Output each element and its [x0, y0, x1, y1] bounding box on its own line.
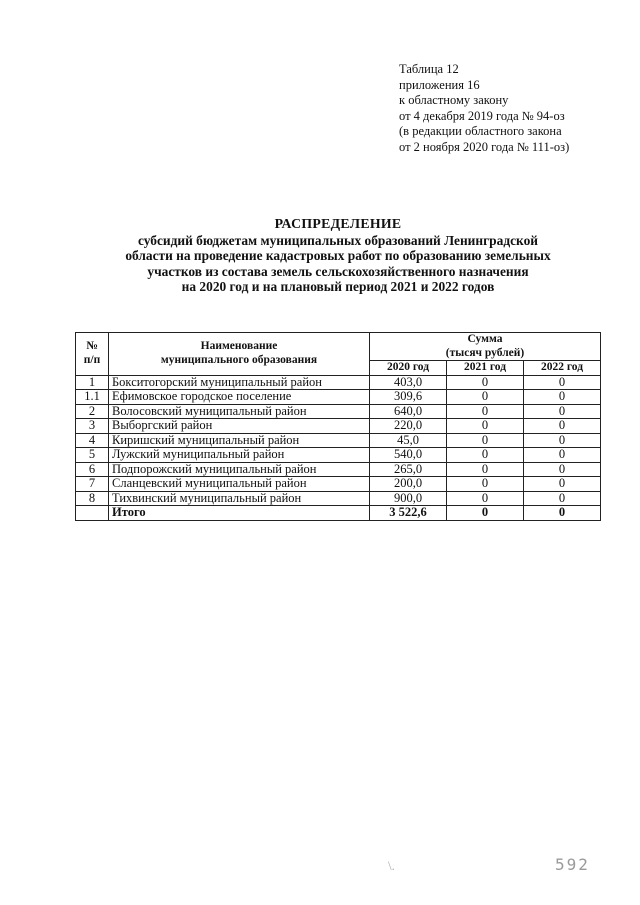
row-value-2020: 265,0 [370, 462, 447, 477]
row-name: Сланцевский муниципальный район [109, 477, 370, 492]
row-value-2020: 403,0 [370, 375, 447, 390]
row-value-2022: 0 [524, 491, 601, 506]
document-title: РАСПРЕДЕЛЕНИЕ [274, 216, 402, 231]
row-number: 8 [76, 491, 109, 506]
column-header-sum [370, 333, 601, 361]
row-number: 7 [76, 477, 109, 492]
row-value-2020: 220,0 [370, 419, 447, 434]
row-name: Бокситогорский муниципальный район [109, 375, 370, 390]
row-value-2022: 0 [524, 477, 601, 492]
header-note [399, 62, 569, 155]
total-label: Итого [109, 506, 370, 521]
table-row [76, 491, 601, 506]
column-header-sum-line1: Сумма [467, 333, 503, 345]
row-value-2022: 0 [524, 448, 601, 463]
header-note-line: (в редакции областного закона [399, 124, 562, 138]
row-value-2022: 0 [524, 375, 601, 390]
row-number: 1.1 [76, 390, 109, 405]
header-note-line: Таблица 12 [399, 62, 459, 76]
column-header-name-line2: муниципального образования [160, 353, 318, 366]
title-block [80, 216, 596, 295]
subtitle-line: на 2020 год и на плановый период 2021 и 2022 годов [181, 279, 495, 295]
scan-mark: \. [388, 858, 395, 873]
table-row [76, 462, 601, 477]
total-row [76, 506, 601, 521]
row-value-2022: 0 [524, 419, 601, 434]
column-header-name [109, 333, 370, 376]
row-name: Ефимовское городское поселение [109, 390, 370, 405]
row-value-2020: 45,0 [370, 433, 447, 448]
row-name: Выборгский район [109, 419, 370, 434]
header-note-line: приложения 16 [399, 77, 480, 92]
row-value-2022: 0 [524, 433, 601, 448]
column-header-name-line1: Наименование [200, 340, 278, 353]
column-header-number-line2: п/п [83, 353, 101, 366]
row-value-2021: 0 [447, 448, 524, 463]
row-value-2020: 640,0 [370, 404, 447, 419]
row-value-2020: 900,0 [370, 491, 447, 506]
row-value-2020: 200,0 [370, 477, 447, 492]
total-2020: 3 522,6 [370, 506, 447, 521]
row-value-2021: 0 [447, 462, 524, 477]
table-row [76, 433, 601, 448]
subsidy-table [75, 332, 601, 521]
column-header-year-2020: 2020 год [370, 361, 447, 376]
row-value-2020: 540,0 [370, 448, 447, 463]
row-name: Лужский муниципальный район [109, 448, 370, 463]
row-value-2021: 0 [447, 390, 524, 405]
row-value-2021: 0 [447, 419, 524, 434]
column-header-year-2022: 2022 год [524, 361, 601, 376]
row-name: Киришский муниципальный район [109, 433, 370, 448]
row-number: 2 [76, 404, 109, 419]
total-2022: 0 [524, 506, 601, 521]
row-value-2020: 309,6 [370, 390, 447, 405]
table-row [76, 390, 601, 405]
row-name: Волосовский муниципальный район [109, 404, 370, 419]
row-value-2022: 0 [524, 404, 601, 419]
row-number: 4 [76, 433, 109, 448]
row-name: Подпорожский муниципальный район [109, 462, 370, 477]
header-note-line: к областному закону [399, 93, 509, 107]
header-note-line: от 4 декабря 2019 года № 94-оз [399, 108, 565, 123]
row-number: 6 [76, 462, 109, 477]
subtitle-line: субсидий бюджетам муниципальных образований Ленинградской [137, 232, 538, 248]
page-stamp: 592 [555, 855, 590, 874]
column-header-sum-line2: (тысяч рублей) [445, 346, 525, 359]
table-row [76, 404, 601, 419]
row-value-2021: 0 [447, 491, 524, 506]
table-body [76, 375, 601, 506]
row-name: Тихвинский муниципальный район [109, 491, 370, 506]
row-number: 5 [76, 448, 109, 463]
row-value-2022: 0 [524, 390, 601, 405]
table-row [76, 375, 601, 390]
subtitle-line: области на проведение кадастровых работ по образованию земельных [125, 248, 551, 264]
row-value-2021: 0 [447, 375, 524, 390]
row-number: 3 [76, 419, 109, 434]
subtitle-line: участков из состава земель сельскохозяйственного назначения [147, 263, 529, 279]
row-value-2021: 0 [447, 404, 524, 419]
total-num [76, 506, 109, 521]
header-note-line: от 2 ноября 2020 года № 111-оз) [399, 139, 570, 154]
row-value-2021: 0 [447, 433, 524, 448]
column-header-year-2021: 2021 год [447, 361, 524, 376]
row-value-2021: 0 [447, 477, 524, 492]
table-row [76, 448, 601, 463]
table-row [76, 477, 601, 492]
column-header-number-line1: № [86, 340, 98, 353]
row-value-2022: 0 [524, 462, 601, 477]
column-header-number [76, 333, 109, 376]
row-number: 1 [76, 375, 109, 390]
table-row [76, 419, 601, 434]
total-2021: 0 [447, 506, 524, 521]
